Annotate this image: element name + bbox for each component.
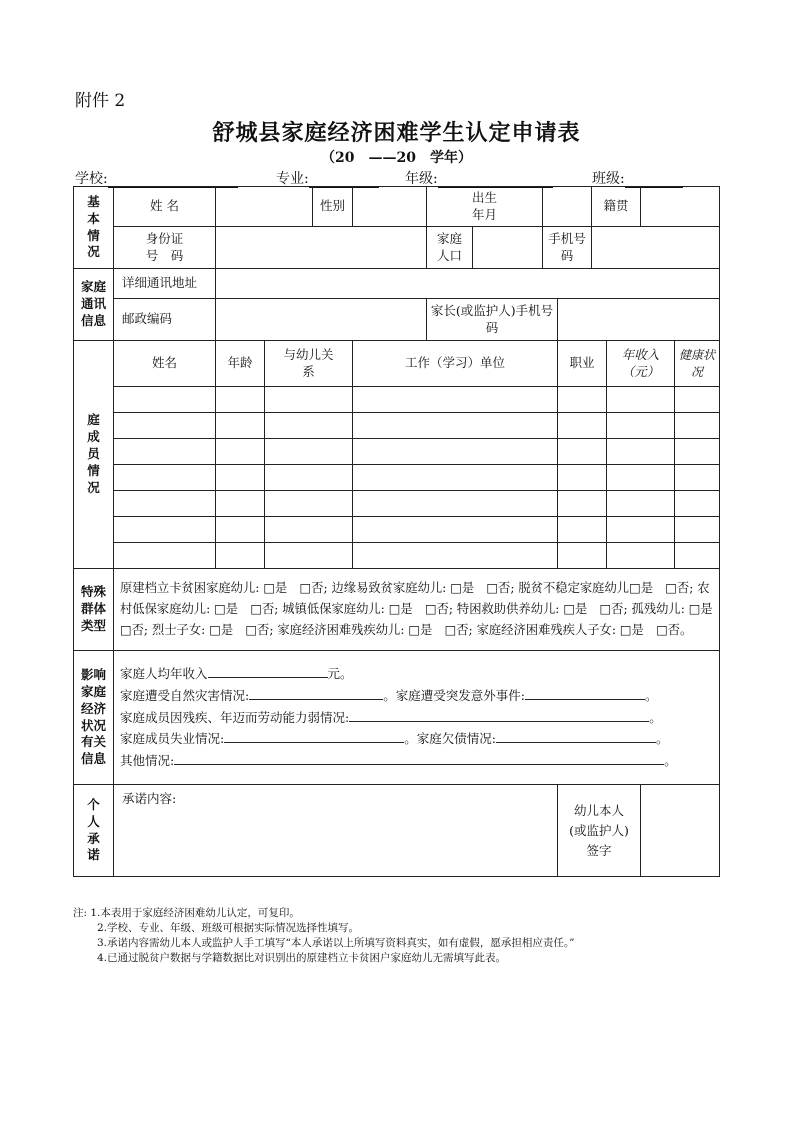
member-cell[interactable] — [265, 465, 353, 491]
birth-cell[interactable] — [543, 187, 592, 227]
gender-label: 性别 — [313, 187, 353, 227]
factors-info[interactable]: 家庭人均年收入 元。 家庭遭受自然灾害情况: 。家庭遭受突发意外事件: 。 家庭成员因残疾、年迈而劳动能力弱情况: 。 家庭成员失业情况: 。家庭欠债情况: 。 其他情况: 。 — [114, 651, 720, 785]
member-cell[interactable] — [675, 491, 720, 517]
table-row — [74, 491, 720, 517]
member-relation-header: 与幼儿关 系 — [265, 341, 353, 387]
member-cell[interactable] — [114, 465, 216, 491]
grade-label: 年级: — [405, 171, 438, 187]
note-4: 4.已通过脱贫户数据与学籍数据比对识别出的原建档立卡贫困户家庭幼儿无需填写此表。 — [97, 952, 507, 964]
form-title: 舒城县家庭经济困难学生认定申请表 — [212, 120, 581, 146]
class-field[interactable] — [592, 168, 683, 188]
illness-blank[interactable] — [349, 709, 649, 722]
member-cell[interactable] — [675, 439, 720, 465]
unemployed-blank[interactable] — [224, 730, 404, 743]
member-cell[interactable] — [558, 387, 607, 413]
member-cell[interactable] — [114, 439, 216, 465]
member-cell[interactable] — [114, 543, 216, 569]
member-cell[interactable] — [558, 439, 607, 465]
member-cell[interactable] — [265, 413, 353, 439]
member-cell[interactable] — [607, 543, 675, 569]
note-2: 2.学校、专业、年级、班级可根据实际情况选择性填写。 — [97, 922, 360, 934]
section-factors: 影响 家庭 经济 状况 有关 信息 — [74, 651, 114, 785]
member-cell[interactable] — [265, 491, 353, 517]
member-cell[interactable] — [114, 517, 216, 543]
accident-blank[interactable] — [525, 687, 645, 700]
member-cell[interactable] — [353, 491, 558, 517]
accident-label: 家庭遭受突发意外事件: — [395, 687, 525, 703]
member-cell[interactable] — [607, 439, 675, 465]
name-cell[interactable] — [216, 187, 313, 227]
grade-field[interactable] — [405, 168, 553, 188]
address-cell[interactable] — [216, 269, 720, 299]
note-3: 3.承诺内容需幼儿本人或监护人手工填写“本人承诺以上所填写资料真实，如有虚假，愿承担相应责任。” — [97, 937, 575, 949]
member-cell[interactable] — [607, 413, 675, 439]
pledge-content-label: 承诺内容: — [122, 791, 177, 806]
member-cell[interactable] — [675, 543, 720, 569]
birth-label: 出生 年月 — [427, 187, 543, 227]
member-cell[interactable] — [114, 387, 216, 413]
debt-label: 家庭欠债情况: — [416, 731, 496, 747]
illness-label: 家庭成员因残疾、年迈而劳动能力弱情况: — [120, 709, 350, 725]
member-cell[interactable] — [675, 517, 720, 543]
school-year: （20 ——20 学年） — [321, 150, 472, 166]
section-special: 特殊 群体 类型 — [74, 569, 114, 651]
member-cell[interactable] — [558, 543, 607, 569]
attachment-label: 附件 2 — [75, 91, 126, 111]
application-form — [73, 186, 725, 877]
phone-label: 手机号 码 — [543, 227, 592, 269]
postcode-cell[interactable] — [216, 299, 427, 341]
member-cell[interactable] — [353, 387, 558, 413]
table-row — [74, 465, 720, 491]
pledge-content-cell[interactable] — [114, 785, 558, 877]
notes — [73, 906, 575, 966]
other-blank[interactable] — [174, 752, 664, 765]
table-row — [74, 543, 720, 569]
section-contact: 家庭 通讯 信息 — [74, 269, 114, 341]
section-members: 庭 成 员 情 况 — [74, 341, 114, 569]
section-pledge: 个 人 承 诺 — [74, 785, 114, 877]
major-field[interactable] — [276, 168, 379, 188]
table-row — [74, 387, 720, 413]
member-age-header: 年龄 — [216, 341, 265, 387]
other-label: 其他情况: — [120, 753, 175, 769]
member-cell[interactable] — [265, 543, 353, 569]
table-row — [74, 439, 720, 465]
member-health-header: 健康状况 — [675, 341, 720, 387]
member-cell[interactable] — [265, 517, 353, 543]
debt-blank[interactable] — [496, 730, 656, 743]
member-cell[interactable] — [607, 517, 675, 543]
member-cell[interactable] — [558, 491, 607, 517]
member-cell[interactable] — [114, 491, 216, 517]
id-cell[interactable] — [216, 227, 427, 269]
special-group-checkboxes[interactable]: 原建档立卡贫困家庭幼儿: □是 □否; 边缘易致贫家庭幼儿: □是 □否; 脱贫不稳定家庭幼儿□是 □否; 农村低保家庭幼儿: □是 □否; 城镇低保家庭幼儿: □是 □否; 特困救助供养幼儿: □是 □否; 孤残幼儿: □是 □否; 烈士子女: □是 □否; 家庭经济困难残疾幼儿: □是 □否; 家庭经济困难残疾人子女: □是 □否。 — [114, 569, 720, 651]
guardian-phone-cell[interactable] — [558, 299, 720, 341]
member-name-header: 姓名 — [114, 341, 216, 387]
member-cell[interactable] — [558, 465, 607, 491]
member-cell[interactable] — [607, 465, 675, 491]
member-cell[interactable] — [216, 491, 265, 517]
school-label: 学校: — [75, 171, 108, 187]
member-cell[interactable] — [558, 517, 607, 543]
member-cell[interactable] — [675, 387, 720, 413]
member-cell[interactable] — [216, 517, 265, 543]
member-cell[interactable] — [353, 517, 558, 543]
school-field[interactable] — [75, 168, 238, 188]
id-label: 身份证 号 码 — [114, 227, 216, 269]
member-cell[interactable] — [114, 413, 216, 439]
signature-cell[interactable] — [641, 785, 720, 877]
table-row — [74, 517, 720, 543]
member-cell[interactable] — [265, 439, 353, 465]
member-cell[interactable] — [353, 413, 558, 439]
member-cell[interactable] — [607, 491, 675, 517]
household-label: 家庭 人口 — [427, 227, 473, 269]
table-row — [74, 413, 720, 439]
member-cell[interactable] — [675, 465, 720, 491]
member-cell[interactable] — [558, 413, 607, 439]
unemployed-label: 家庭成员失业情况: — [120, 731, 225, 747]
member-cell[interactable] — [353, 439, 558, 465]
disaster-blank[interactable] — [249, 687, 383, 700]
household-cell[interactable] — [473, 227, 543, 269]
member-cell[interactable] — [353, 465, 558, 491]
major-label: 专业: — [276, 171, 309, 187]
signature-label: 幼儿本人 (或监护人) 签字 — [558, 785, 641, 877]
guardian-phone-label: 家长(或监护人)手机号 码 — [427, 299, 558, 341]
income-blank[interactable] — [208, 665, 328, 678]
member-income-header: 年收入 （元） — [607, 341, 675, 387]
member-cell[interactable] — [353, 543, 558, 569]
member-cell[interactable] — [216, 439, 265, 465]
name-label: 姓 名 — [114, 187, 216, 227]
member-cell[interactable] — [675, 413, 720, 439]
member-job-header: 职业 — [558, 341, 607, 387]
address-label: 详细通讯地址 — [114, 269, 216, 299]
section-basic: 基 本 情 况 — [74, 187, 114, 269]
disaster-label: 家庭遭受自然灾害情况: — [120, 687, 250, 703]
postcode-label: 邮政编码 — [114, 299, 216, 341]
member-work-header: 工作（学习）单位 — [353, 341, 558, 387]
gender-cell[interactable] — [353, 187, 427, 227]
member-cell[interactable] — [216, 387, 265, 413]
member-cell[interactable] — [216, 413, 265, 439]
member-cell[interactable] — [216, 543, 265, 569]
note-1: 注: 1.本表用于家庭经济困难幼儿认定，可复印。 — [73, 907, 300, 919]
member-cell[interactable] — [607, 387, 675, 413]
origin-cell[interactable] — [641, 187, 720, 227]
member-cell[interactable] — [265, 387, 353, 413]
income-label: 家庭人均年收入 — [120, 665, 208, 681]
phone-cell[interactable] — [592, 227, 720, 269]
origin-label: 籍贯 — [592, 187, 641, 227]
member-cell[interactable] — [216, 465, 265, 491]
class-label: 班级: — [592, 171, 625, 187]
